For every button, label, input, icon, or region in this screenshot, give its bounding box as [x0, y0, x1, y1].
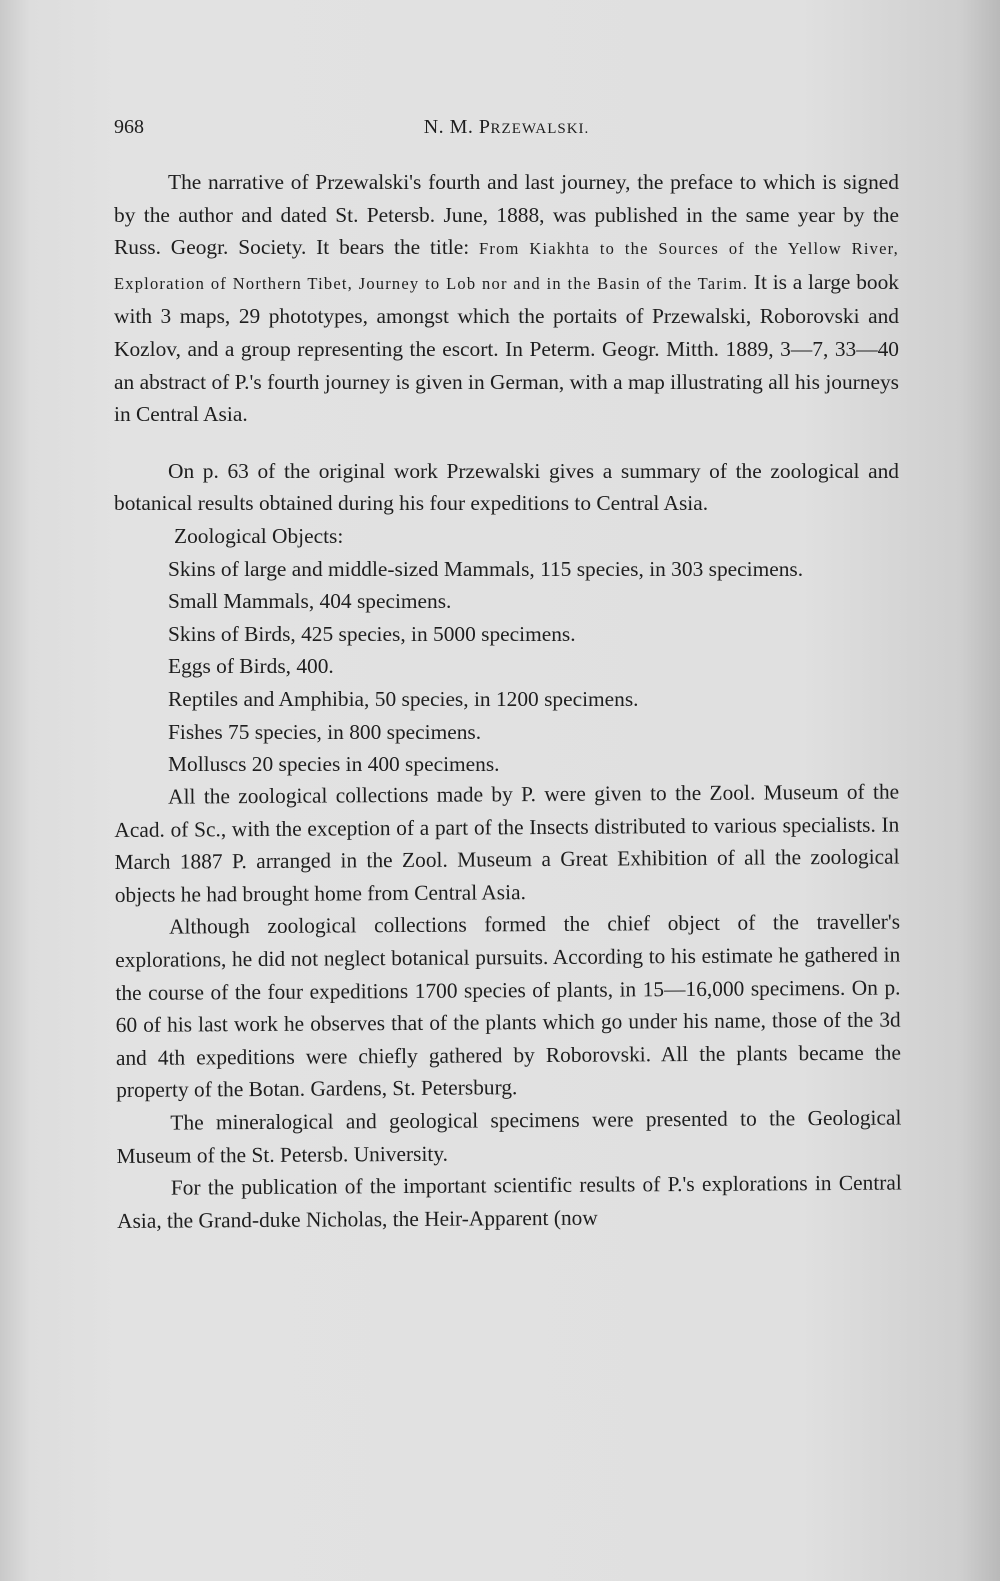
book-title-smallcaps: From Kiakhta to the Sources of the Yellow River, Exploration of Northern Tibet, Journey to Lob nor and in the Basin of the Tarim.: [114, 239, 899, 293]
page-number: 968: [114, 116, 144, 138]
list-item-molluscs: Molluscs 20 species in 400 specimens.: [168, 752, 500, 777]
list-item-birds: Skins of Birds, 425 species, in 5000 specimens.: [168, 621, 576, 646]
list-item-small-mammals: Small Mammals, 404 specimens.: [168, 589, 452, 614]
paragraph-publication-intro: The narrative of Przewalski's fourth and last journey, the preface to which is signed by the author and dated St. Petersb. June, 1888, was published in the same year by the Russ. Geogr. Society. It bears the title:: [114, 170, 899, 260]
paragraph-zoological-collections: All the zoological collections made by P. were given to the Zool. Museum of the Acad. of Sc., with the exception of a part of the Insects distributed to various specialists. In March 1887 P. arranged in the Zool. Museum a Great Exhibition of all the zoological objects he had brought home from Central Asia.: [114, 779, 900, 907]
paragraph-publication-funding: For the publication of the important scientific results of P.'s explorations in Central Asia, the Grand-duke Nicholas, the Heir-Apparent (now: [116, 1170, 902, 1233]
page-header: [114, 116, 899, 146]
list-item-eggs: Eggs of Birds, 400.: [168, 654, 334, 679]
list-item-fishes: Fishes 75 species, in 800 specimens.: [168, 719, 482, 744]
list-item-large-mammals: Skins of large and middle-sized Mammals, 115 species, in 303 specimens.: [168, 556, 804, 581]
paragraph-gap: [114, 431, 899, 455]
paragraph-publication-note: [114, 166, 899, 431]
paragraph-mineralogical: The mineralogical and geological specimens were presented to the Geological Museum of the St. Petersb. University.: [116, 1105, 902, 1168]
running-head: [114, 116, 899, 139]
paragraph-botanical-pursuits: Although zoological collections formed the chief object of the traveller's explorations, he did not neglect botanical pursuits. According to his estimate he gathered in the course of the four expeditions 1700 species of plants, in 15—16,000 specimens. On p. 60 of his last work he observes that of the plants which go under his name, those of the 3d and 4th expeditions were chiefly gathered by Roborovski. All the plants became the property of the Botan. Gardens, St. Petersburg.: [115, 909, 901, 1103]
zoological-objects-heading: Zoological Objects:: [174, 523, 344, 548]
paragraph-publication-details: It is a large book with 3 maps, 29 phototypes, amongst which the portaits of Przewalski, Roborovski and Kozlov, and a group representing the escort. In Peterm. Geogr. Mitth. 1889, 3—7, 33—40 an abstract of P.'s fourth journey is given in German, with a map illustrating all his journeys in Central Asia.: [114, 269, 899, 427]
paragraph-summary: On p. 63 of the original work Przewalski gives a summary of the zoological and botanical results obtained during his four expeditions to Central Asia.: [114, 458, 899, 516]
page-body: [114, 166, 902, 1237]
list-item-reptiles: Reptiles and Amphibia, 50 species, in 1200 specimens.: [168, 686, 639, 711]
running-head-smallcaps: RZEWALSKI.: [490, 121, 590, 137]
skewed-text-block: [114, 775, 902, 1237]
running-head-initial: N. M. P: [423, 116, 491, 138]
